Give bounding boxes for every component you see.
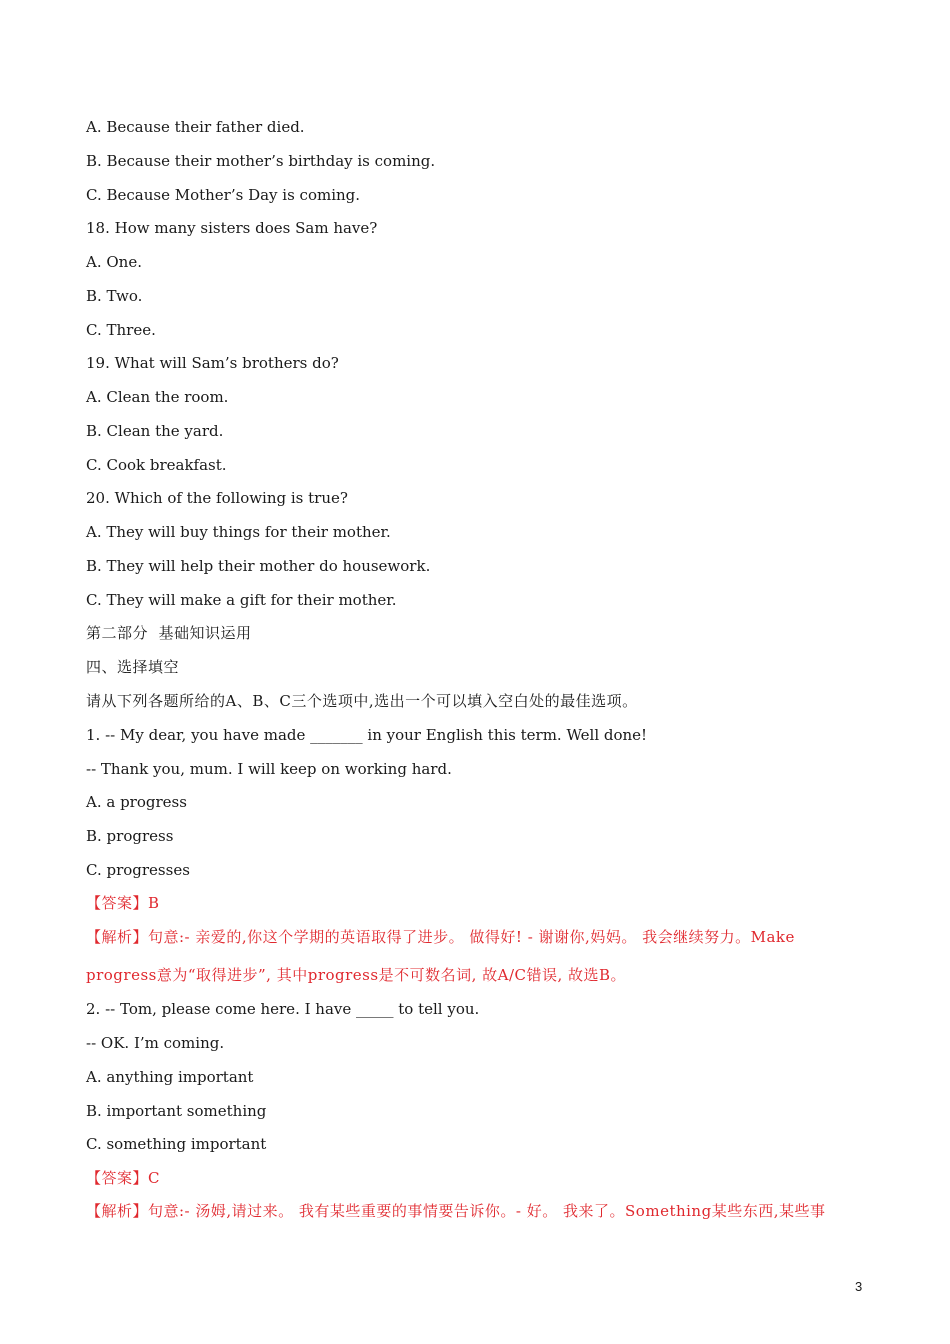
mc1-option-c: C. progresses	[86, 861, 190, 879]
page-number: 3	[855, 1279, 863, 1294]
mc1-question: 1. -- My dear, you have made _______ in your English this term. Well done!	[86, 726, 648, 744]
q18-option-b: B. Two.	[86, 287, 143, 305]
mc1-option-b: B. progress	[86, 827, 174, 845]
q17-option-c: C. Because Mother’s Day is coming.	[86, 186, 361, 204]
mc1-option-a: A. a progress	[86, 793, 187, 811]
q17-option-a: A. Because their father died.	[86, 118, 305, 136]
q20-option-b: B. They will help their mother do housework.	[86, 557, 431, 575]
mc2-question: 2. -- Tom, please come here. I have _____ to tell you.	[86, 1000, 480, 1018]
mc1-analysis-line1: 【解析】句意:- 亲爱的,你这个学期的英语取得了进步。 做得好! - 谢谢你,妈妈。 我会继续努力。Make	[86, 928, 795, 946]
q19-question: 19. What will Sam’s brothers do?	[86, 354, 339, 372]
q20-question: 20. Which of the following is true?	[86, 489, 348, 507]
mc2-answer: 【答案】C	[86, 1169, 160, 1187]
q19-option-a: A. Clean the room.	[86, 388, 229, 406]
q20-option-a: A. They will buy things for their mother.	[86, 523, 391, 541]
q19-option-b: B. Clean the yard.	[86, 422, 224, 440]
mc1-reply: -- Thank you, mum. I will keep on working hard.	[86, 760, 452, 778]
q18-question: 18. How many sisters does Sam have?	[86, 219, 378, 237]
q19-option-c: C. Cook breakfast.	[86, 456, 227, 474]
mc2-analysis-line1: 【解析】句意:- 汤姆,请过来。 我有某些重要的事情要告诉你。- 好。 我来了。Something某些东西,某些事	[86, 1202, 826, 1220]
q20-option-c: C. They will make a gift for their mother.	[86, 591, 397, 609]
section-heading: 第二部分 基础知识运用	[86, 624, 252, 642]
mc2-option-a: A. anything important	[86, 1068, 254, 1086]
q17-option-b: B. Because their mother’s birthday is coming.	[86, 152, 436, 170]
mc1-analysis-line2: progress意为“取得进步”, 其中progress是不可数名词, 故A/C错误, 故选B。	[86, 966, 627, 984]
mc2-reply: -- OK. I’m coming.	[86, 1034, 225, 1052]
subsection-heading: 四、选择填空	[86, 658, 180, 676]
instructions: 请从下列各题所给的A、B、C三个选项中,选出一个可以填入空白处的最佳选项。	[86, 692, 638, 710]
mc1-answer: 【答案】B	[86, 894, 160, 912]
q18-option-c: C. Three.	[86, 321, 156, 339]
mc2-option-c: C. something important	[86, 1135, 267, 1153]
mc2-option-b: B. important something	[86, 1102, 267, 1120]
q18-option-a: A. One.	[86, 253, 142, 271]
